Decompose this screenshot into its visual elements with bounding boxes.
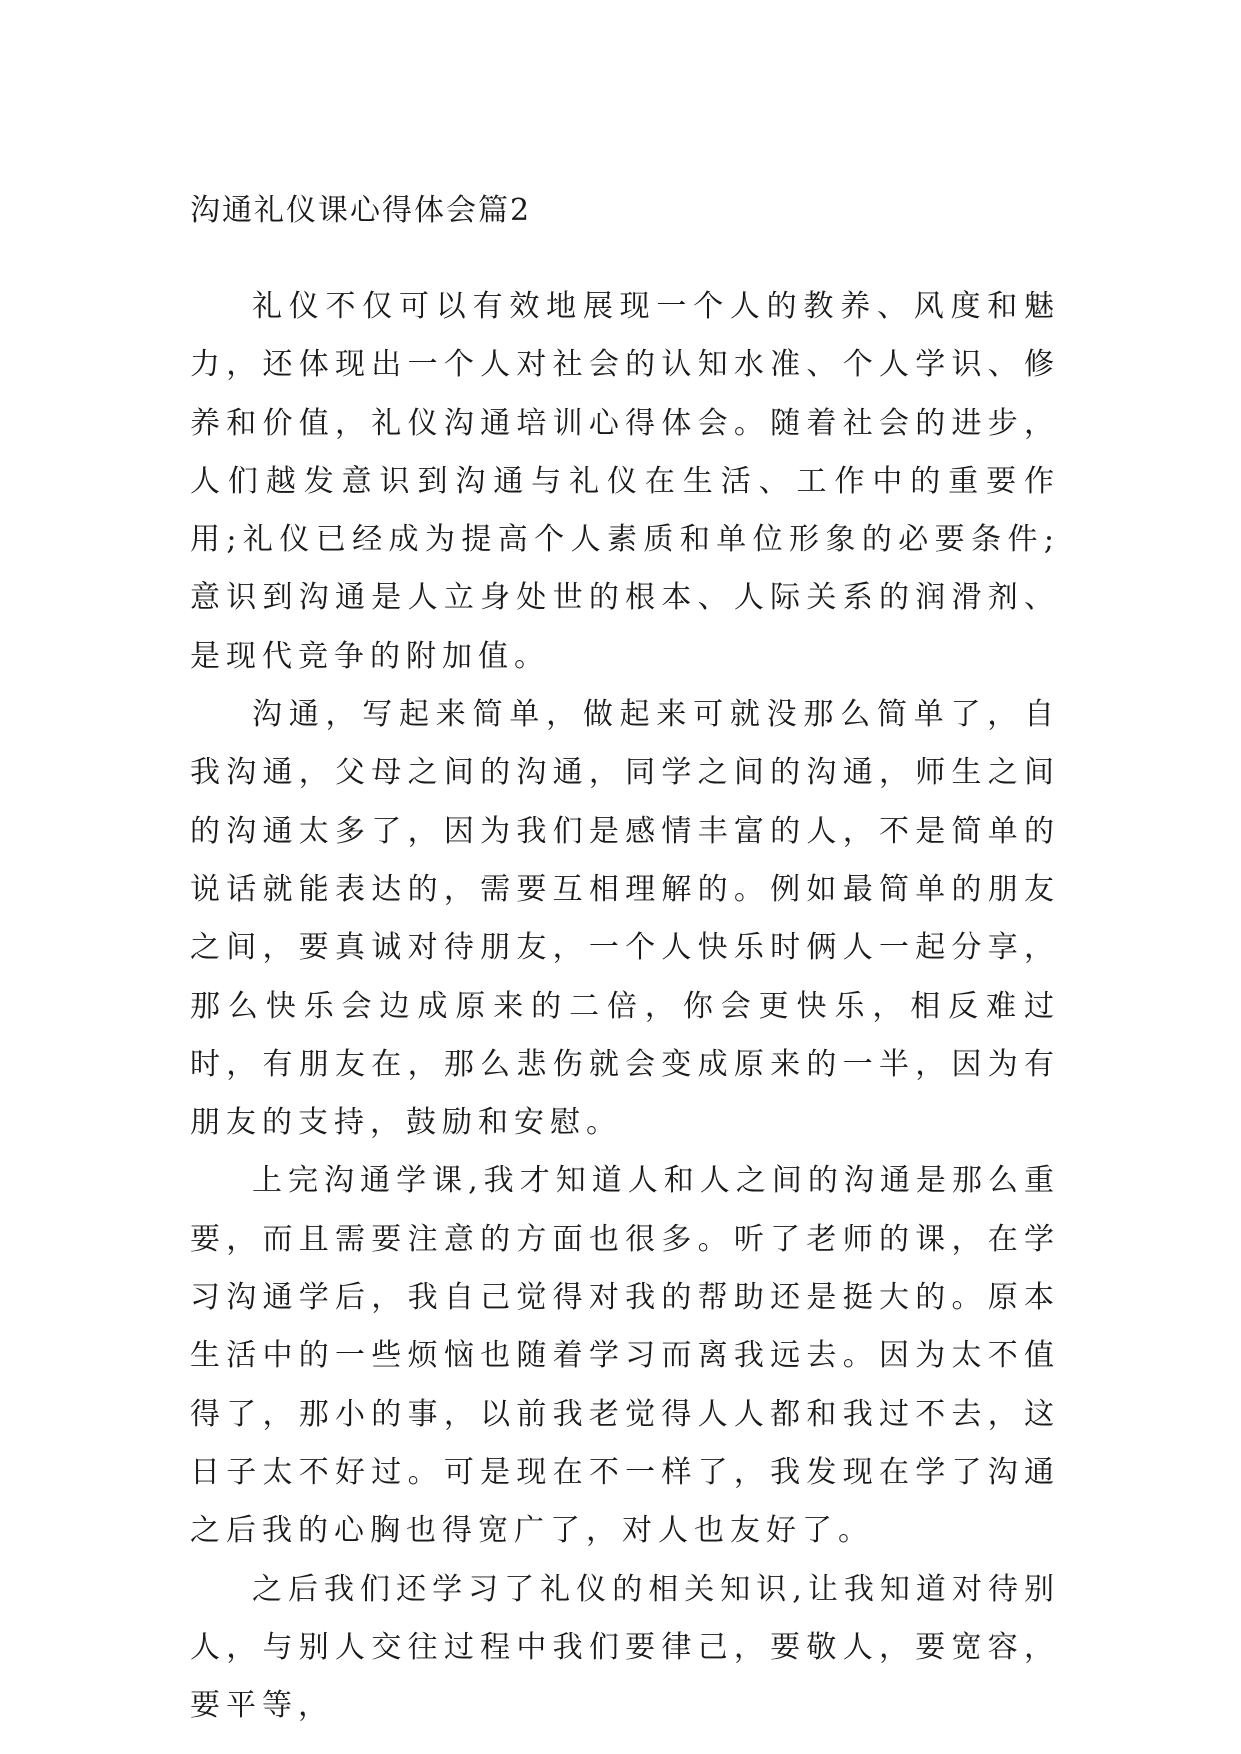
paragraph-4: 之后我们还学习了礼仪的相关知识,让我知道对待别人，与别人交往过程中我们要律己，要敬人，要宽容，要平等， <box>190 1571 1060 1724</box>
paragraph-1: 礼仪不仅可以有效地展现一个人的教养、风度和魅力，还体现出一个人对社会的认知水准、个人学识、修养和价值，礼仪沟通培训心得体会。随着社会的进步，人们越发意识到沟通与礼仪在生活、工作中的重要作用;礼仪已经成为提高个人素质和单位形象的必要条件;意识到沟通是人立身处世的根本、人际关系的润滑剂、是现代竞争的附加值。 <box>190 289 1060 674</box>
document-title: 沟通礼仪课心得体会篇2 <box>190 193 532 228</box>
document-body <box>190 278 1060 1735</box>
paragraph-2: 沟通，写起来简单，做起来可就没那么简单了，自我沟通，父母之间的沟通，同学之间的沟通，师生之间的沟通太多了，因为我们是感情丰富的人，不是简单的说话就能表达的，需要互相理解的。例如最简单的朋友之间，要真诚对待朋友，一个人快乐时俩人一起分享，那么快乐会边成原来的二倍，你会更快乐，相反难过时，有朋友在，那么悲伤就会变成原来的一半，因为有朋友的支持，鼓励和安慰。 <box>190 697 1060 1141</box>
paragraph-3: 上完沟通学课,我才知道人和人之间的沟通是那么重要，而且需要注意的方面也很多。听了老师的课，在学习沟通学后，我自己觉得对我的帮助还是挺大的。原本生活中的一些烦恼也随着学习而离我远去。因为太不值得了，那小的事，以前我老觉得人人都和我过不去，这日子太不好过。可是现在不一样了，我发现在学了沟通之后我的心胸也得宽广了，对人也友好了。 <box>190 1163 1060 1549</box>
